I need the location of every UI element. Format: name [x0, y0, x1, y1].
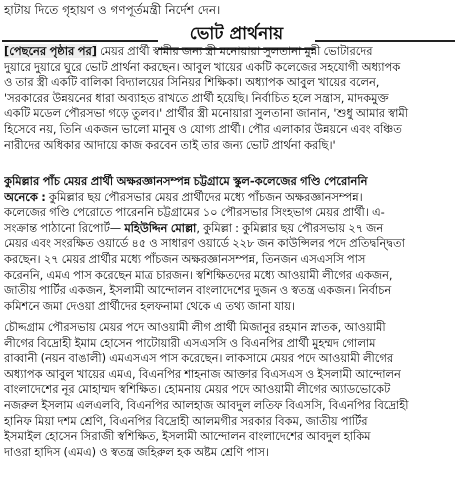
subheading-emphasis: অনেকে :: [4, 189, 46, 204]
para3-line-6: নজরুল ইসলাম এলএলবি, বিএনপির আলহাজ আবদুল লতিফ বিএসসি, বিএনপির বিদ্রোহী: [4, 397, 409, 412]
paragraph-candidate-details: [4, 320, 454, 460]
paragraph-education-report: [4, 174, 454, 314]
previous-article-tail: হাটায় দিতে গৃহায়ণ ও গণপূর্তমন্ত্রী নির্দেশ দেন।: [4, 3, 221, 17]
headline: ভোট প্রার্থনায়: [189, 24, 284, 44]
para3-line-9: দাওরা হাদিস (এমএ) ও স্বতন্ত্র জহিরুল হক অষ্টম শ্রেণি পাস।: [4, 444, 270, 459]
para1-line-4: 'সরকারের উন্নয়নের ধারা অব্যাহত রাখতে প্রার্থী হয়েছি। নির্বাচিত হলে সন্ত্রাস, মাদকমুক্ত: [4, 90, 389, 105]
para3-line-7: হানিফ মিয়া দশম শ্রেণি, বিএনপির বিদ্রোহী আলমগীর সরকার বিকম, জাতীয় পার্টির: [4, 413, 368, 428]
para3-line-1: চৌদ্দগ্রাম পৌরসভায় মেয়র পদে আওয়ামী লীগ প্রার্থী মিজানুর রহমান স্নাতক, আওয়ামী: [4, 320, 386, 334]
para1-line-1: [পেছনের পৃষ্ঠার পর] মেয়র প্রার্থী স্বামীর জন্য স্ত্রী মনোয়ারা সুলতানা মুন্নী ভোটারদের: [4, 44, 373, 58]
subheading-line-2: অনেকে : কুমিল্লার ছয় পৌরসভার মেয়র প্রার্থীদের মধ্যে পাঁচজন অক্ষরজ্ঞানসম্পন্ন।: [4, 189, 363, 204]
para2-line-7: করেননি, এমএ পাস করেছেন মাত্র চারজন। স্বশিক্ষিতদের মধ্যে আওয়ামী লীগের একজন,: [4, 267, 393, 282]
para2-line-6: করছেন। ২৭ মেয়র প্রার্থীর মধ্যে পাঁচজন অক্ষরজ্ঞানসম্পন্ন, তিনজন এসএসসি পাস: [4, 251, 366, 266]
headline-rule-left: [2, 40, 158, 42]
para3-line-2: লীগের বিদ্রোহী ইমাম হোসেন পাটোয়ারী এসএসসি ও বিএনপির প্রার্থী মুহম্মদ গোলাম: [4, 335, 376, 350]
para3-line-5: বাংলাদেশের নূর মোহাম্মদ স্বশিক্ষিত। হোমনায় মেয়র পদে আওয়ামী লীগের অ্যাডভোকেট: [4, 382, 391, 397]
para2-line-9: কমিশনে জমা দেওয়া প্রার্থীদের হলফনামা থেকে এ তথ্য জানা যায়।: [4, 298, 296, 313]
para2-line-4: সংক্রান্ত পাঠানো রিপোর্ট— মহিউদ্দিন মোল্লা, কুমিল্লা : কুমিল্লার ছয় পৌরসভায় ২৭ জন: [4, 220, 384, 235]
para1-line-2: দুয়ারে দুয়ারে ঘুরে ভোট প্রার্থনা করছেন। আবুল খায়ের একটি কলেজের সহযোগী অধ্যাপক: [4, 59, 401, 74]
subheading-line-1: কুমিল্লার পাঁচ মেয়র প্রার্থী অক্ষরজ্ঞানসম্পন্ন চট্টগ্রামে স্কুল-কলেজের গণ্ডি পেরোননি: [4, 174, 368, 188]
para1-line-6: হিসেবে নয়, তিনি একজন ভালো মানুষ ও যোগ্য প্রার্থী। পৌর এলাকার উন্নয়নে এবং বঞ্চিত: [4, 121, 402, 136]
para2-line-5: মেয়র এবং সংরক্ষিত ওয়ার্ডে ৪৫ ও সাধারণ ওয়ার্ডে ২২৮ জন কাউন্সিলর পদে প্রতিদ্বন্দ্বিতা: [4, 236, 405, 251]
headline-rule-right: [315, 40, 455, 42]
para3-line-3: রাব্বানী (নয়ন বাঙালী) এমএসএস পাস করেছেন। লাকসামে মেয়র পদে আওয়ামী লীগের: [4, 351, 394, 366]
para1-line-5: একটি মডেল পৌরসভা গড়ে তুলব।' প্রার্থীর স্ত্রী মনোয়ারা সুলতানা জানান, 'শুধু আমার স্বামী: [4, 106, 408, 121]
para1-line-7: নারীদের অধিকার আদায়ে কাজ করবেন তাই তার জন্য ভোট প্রার্থনা করছি।': [4, 137, 336, 152]
reporter-name: মহিউদ্দিন মোল্লা: [124, 220, 197, 235]
paragraph-continuation: [4, 44, 454, 153]
para1-line-3: ও তার স্ত্রী একটি বালিকা বিদ্যালয়ের সিনিয়র শিক্ষিকা। অধ্যাপক আবুল খায়ের বলেন,: [4, 75, 380, 90]
para2-line-3: কলেজের গণ্ডি পেরোতে পারেননি চট্টগ্রামের ১০ পৌরসভার সিংহভাগ মেয়র প্রার্থী। এ-: [4, 205, 385, 220]
continued-from-tag: [পেছনের পৃষ্ঠার পর]: [4, 44, 97, 58]
para3-line-4: অধ্যাপক আবুল খায়ের এমএ, বিএনপির শাহনাজ আক্তার বিএসএস ও ইসলামী আন্দোলন: [4, 366, 401, 381]
para2-line-8: জাতীয় পার্টির একজন, ইসলামী আন্দোলন বাংলাদেশের দুজন ও স্বতন্ত্র একজন। নির্বাচন: [4, 283, 392, 298]
para3-line-8: ইসমাইল হোসেন সিরাজী স্বশিক্ষিত, ইসলামী আন্দোলন বাংলাদেশের আবদুল হাকিম: [4, 429, 371, 444]
